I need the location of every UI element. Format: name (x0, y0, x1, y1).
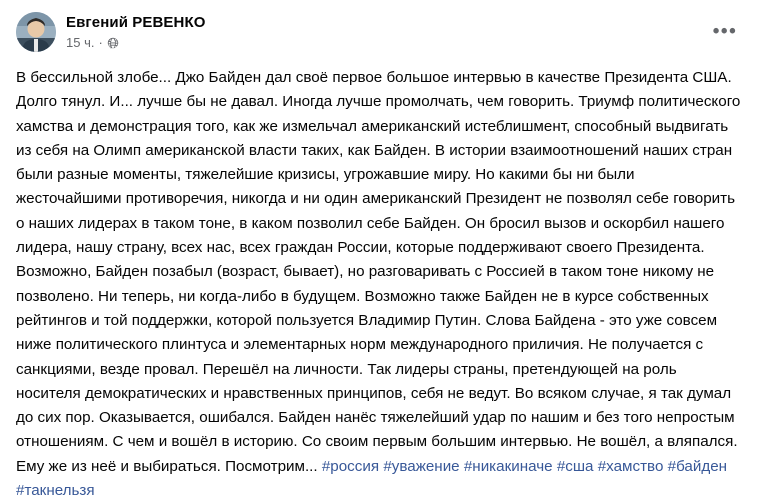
post-text (0, 52, 757, 503)
hashtag-bayden[interactable]: #байден (667, 457, 728, 475)
meta-separator: · (98, 35, 103, 50)
post-meta (66, 35, 206, 51)
hashtag-rossiya[interactable]: #россия (321, 457, 380, 475)
hashtag-nikakinache[interactable]: #никакиначе (463, 457, 553, 475)
avatar-image (16, 12, 56, 52)
post-timestamp[interactable]: 15 ч. (66, 35, 95, 50)
globe-icon[interactable] (107, 37, 119, 49)
hashtag-ssha[interactable]: #сша (556, 457, 594, 475)
avatar[interactable] (16, 12, 56, 52)
post-header-text (66, 12, 206, 51)
more-options-dots: ••• (712, 21, 738, 42)
post-text-content: В бессильной злобе... Джо Байден дал своё первое большое интервью в качестве Президента США. Долго тянул. И... лучше бы не давал. Иногда лучше промолчать, чем говорить. Триумф политического хамства и демонстрация того, как же измельчал американский истеблишмент, способный выдвигать из себя на Олимп американской власти таких, как Байден. В истории взаимоотношений наших стран были разные моменты, тяжелейшие кризисы, угрожавшие миру. Но какими бы ни были жесточайшими противоречия, никогда и ни один американский Президент не позволял себе говорить о наших лидерах в таком тоне, в каком позволил себе Байден. Он бросил вызов и оскорбил нашего лидера, нашу страну, всех нас, всех граждан России, которые поддерживают своего Президента. Возможно, Байден позабыл (возраст, бывает), но разговаривать с Россией в таком тоне никому не позволено. Ни теперь, ни когда-либо в будущем. Возможно также Байден не в курсе собственных рейтингов и той поддержки, которой пользуется Владимир Путин. Слова Байдена - это уже совсем ниже политического плинтуса и элементарных норм международного приличия. Не получается с санкциями, везде провал. Перешёл на личности. Так лидеры страны, претендующей на роль носителя демократических и нравственных принципов, себя не ведут. Во всяком случае, я так думал до сих пор. Оказывается, ошибался. Байден нанёс тяжелейший удар по нашим и без того непростым отношениям. С чем и вошёл в историю. Со своим первым большим интервью. Не вошёл, а вляпался. Ему же из неё и выбираться. Посмотрим... (16, 69, 745, 475)
hashtag-taknelzya[interactable]: #такнельзя (16, 482, 95, 500)
hashtag-khamstvo[interactable]: #хамство (597, 457, 664, 475)
hashtag-uvazhenie[interactable]: #уважение (383, 457, 460, 475)
more-options-icon[interactable] (709, 16, 741, 48)
author-name[interactable]: Евгений РЕВЕНКО (66, 14, 206, 31)
post-header (0, 0, 757, 52)
